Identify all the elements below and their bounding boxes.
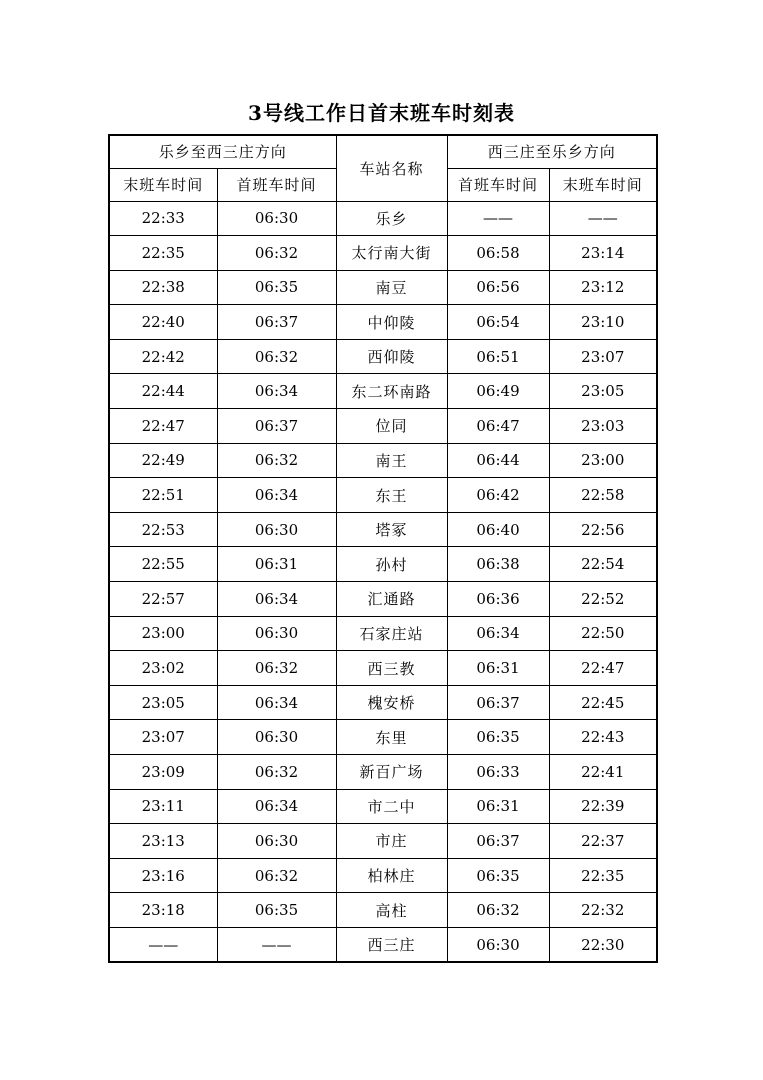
a-first-train-cell: 06:32 bbox=[217, 339, 336, 374]
a-first-train-cell: 06:35 bbox=[217, 270, 336, 305]
b-last-train-cell: 22:30 bbox=[549, 927, 657, 962]
station-name-cell: 孙村 bbox=[336, 547, 447, 582]
a-last-train-cell: 23:18 bbox=[109, 893, 217, 928]
table-row bbox=[109, 893, 657, 928]
a-first-train-cell: 06:32 bbox=[217, 236, 336, 271]
station-name-cell: 槐安桥 bbox=[336, 685, 447, 720]
b-first-train-cell: 06:44 bbox=[447, 443, 549, 478]
station-name-cell: 市庄 bbox=[336, 824, 447, 859]
timetable bbox=[108, 134, 658, 963]
station-name-cell: 位同 bbox=[336, 409, 447, 444]
b-first-train-cell: 06:42 bbox=[447, 478, 549, 513]
table-row bbox=[109, 374, 657, 409]
a-first-train-cell: 06:30 bbox=[217, 720, 336, 755]
a-first-train-cell: 06:32 bbox=[217, 651, 336, 686]
station-name-cell: 中仰陵 bbox=[336, 305, 447, 340]
station-name-cell: 西三教 bbox=[336, 651, 447, 686]
a-last-train-cell: 22:55 bbox=[109, 547, 217, 582]
b-first-train-cell: 06:38 bbox=[447, 547, 549, 582]
b-first-train-cell: 06:30 bbox=[447, 927, 549, 962]
table-row bbox=[109, 685, 657, 720]
b-first-train-cell: 06:32 bbox=[447, 893, 549, 928]
a-first-train-cell: 06:32 bbox=[217, 755, 336, 790]
b-last-train-cell: 22:35 bbox=[549, 858, 657, 893]
a-first-train-cell: 06:34 bbox=[217, 789, 336, 824]
a-last-train-cell: 23:07 bbox=[109, 720, 217, 755]
table-row bbox=[109, 824, 657, 859]
a-first-train-cell: 06:30 bbox=[217, 824, 336, 859]
a-last-train-cell: 22:38 bbox=[109, 270, 217, 305]
b-last-train-cell: 22:52 bbox=[549, 582, 657, 617]
a-last-train-cell: 22:40 bbox=[109, 305, 217, 340]
station-name-cell: 东二环南路 bbox=[336, 374, 447, 409]
b-first-train-cell: 06:36 bbox=[447, 582, 549, 617]
a-last-train-cell: 22:33 bbox=[109, 201, 217, 236]
station-name-cell: 西仰陵 bbox=[336, 339, 447, 374]
station-name-cell: 高柱 bbox=[336, 893, 447, 928]
b-first-train-cell: 06:33 bbox=[447, 755, 549, 790]
station-name-cell: 南王 bbox=[336, 443, 447, 478]
table-row bbox=[109, 547, 657, 582]
a-first-train-cell: 06:34 bbox=[217, 685, 336, 720]
direction-b-header: 西三庄至乐乡方向 bbox=[447, 135, 657, 168]
a-first-train-cell: —— bbox=[217, 927, 336, 962]
a-last-train-cell: 22:47 bbox=[109, 409, 217, 444]
b-first-train-cell: 06:35 bbox=[447, 858, 549, 893]
b-last-train-cell: 23:07 bbox=[549, 339, 657, 374]
a-first-train-cell: 06:32 bbox=[217, 858, 336, 893]
table-row bbox=[109, 201, 657, 236]
a-first-train-cell: 06:31 bbox=[217, 547, 336, 582]
a-last-train-cell: 22:42 bbox=[109, 339, 217, 374]
table-row bbox=[109, 789, 657, 824]
b-last-train-cell: 23:03 bbox=[549, 409, 657, 444]
b-first-train-cell: 06:47 bbox=[447, 409, 549, 444]
table-row bbox=[109, 478, 657, 513]
a-last-train-cell: 22:57 bbox=[109, 582, 217, 617]
b-first-train-cell: 06:31 bbox=[447, 789, 549, 824]
a-first-train-cell: 06:30 bbox=[217, 201, 336, 236]
b-last-train-cell: 23:00 bbox=[549, 443, 657, 478]
table-row bbox=[109, 305, 657, 340]
a-first-train-cell: 06:30 bbox=[217, 512, 336, 547]
b-first-train-cell: 06:40 bbox=[447, 512, 549, 547]
b-last-train-cell: 22:41 bbox=[549, 755, 657, 790]
b-last-train-cell: 22:50 bbox=[549, 616, 657, 651]
table-row bbox=[109, 270, 657, 305]
b-last-train-cell: 23:05 bbox=[549, 374, 657, 409]
a-first-train-cell: 06:37 bbox=[217, 409, 336, 444]
table-row bbox=[109, 512, 657, 547]
direction-a-header: 乐乡至西三庄方向 bbox=[109, 135, 336, 168]
timetable-header bbox=[109, 135, 657, 201]
b-first-train-cell: 06:37 bbox=[447, 824, 549, 859]
a-last-train-cell: 23:00 bbox=[109, 616, 217, 651]
a-first-train-header: 首班车时间 bbox=[217, 168, 336, 201]
station-name-header: 车站名称 bbox=[336, 135, 447, 201]
a-last-train-cell: 23:05 bbox=[109, 685, 217, 720]
b-last-train-cell: 22:47 bbox=[549, 651, 657, 686]
station-name-cell: 市二中 bbox=[336, 789, 447, 824]
b-last-train-cell: 23:14 bbox=[549, 236, 657, 271]
a-last-train-cell: 22:49 bbox=[109, 443, 217, 478]
table-row bbox=[109, 236, 657, 271]
table-row bbox=[109, 858, 657, 893]
a-last-train-cell: —— bbox=[109, 927, 217, 962]
timetable-body bbox=[109, 201, 657, 962]
station-name-cell: 石家庄站 bbox=[336, 616, 447, 651]
a-last-train-cell: 23:11 bbox=[109, 789, 217, 824]
table-row bbox=[109, 651, 657, 686]
station-name-cell: 乐乡 bbox=[336, 201, 447, 236]
b-last-train-cell: 22:58 bbox=[549, 478, 657, 513]
b-last-train-cell: 22:37 bbox=[549, 824, 657, 859]
b-last-train-header: 末班车时间 bbox=[549, 168, 657, 201]
b-first-train-cell: —— bbox=[447, 201, 549, 236]
b-last-train-cell: 22:45 bbox=[549, 685, 657, 720]
a-first-train-cell: 06:35 bbox=[217, 893, 336, 928]
b-last-train-cell: —— bbox=[549, 201, 657, 236]
station-name-cell: 南豆 bbox=[336, 270, 447, 305]
b-first-train-cell: 06:56 bbox=[447, 270, 549, 305]
table-row bbox=[109, 443, 657, 478]
b-last-train-cell: 22:39 bbox=[549, 789, 657, 824]
b-first-train-cell: 06:58 bbox=[447, 236, 549, 271]
a-last-train-cell: 22:53 bbox=[109, 512, 217, 547]
b-last-train-cell: 22:56 bbox=[549, 512, 657, 547]
table-row bbox=[109, 409, 657, 444]
a-first-train-cell: 06:32 bbox=[217, 443, 336, 478]
station-name-cell: 太行南大街 bbox=[336, 236, 447, 271]
station-name-cell: 塔冢 bbox=[336, 512, 447, 547]
table-row bbox=[109, 616, 657, 651]
b-last-train-cell: 23:12 bbox=[549, 270, 657, 305]
station-name-cell: 新百广场 bbox=[336, 755, 447, 790]
table-row bbox=[109, 339, 657, 374]
b-first-train-cell: 06:51 bbox=[447, 339, 549, 374]
b-last-train-cell: 22:32 bbox=[549, 893, 657, 928]
a-first-train-cell: 06:30 bbox=[217, 616, 336, 651]
b-first-train-cell: 06:54 bbox=[447, 305, 549, 340]
a-last-train-cell: 22:35 bbox=[109, 236, 217, 271]
b-last-train-cell: 22:43 bbox=[549, 720, 657, 755]
b-last-train-cell: 23:10 bbox=[549, 305, 657, 340]
b-first-train-cell: 06:49 bbox=[447, 374, 549, 409]
b-first-train-cell: 06:35 bbox=[447, 720, 549, 755]
a-last-train-cell: 23:09 bbox=[109, 755, 217, 790]
a-last-train-cell: 23:02 bbox=[109, 651, 217, 686]
a-first-train-cell: 06:34 bbox=[217, 478, 336, 513]
station-name-cell: 西三庄 bbox=[336, 927, 447, 962]
b-first-train-header: 首班车时间 bbox=[447, 168, 549, 201]
b-first-train-cell: 06:34 bbox=[447, 616, 549, 651]
table-row bbox=[109, 720, 657, 755]
table-row bbox=[109, 582, 657, 617]
station-name-cell: 东里 bbox=[336, 720, 447, 755]
a-last-train-header: 末班车时间 bbox=[109, 168, 217, 201]
station-name-cell: 汇通路 bbox=[336, 582, 447, 617]
a-first-train-cell: 06:37 bbox=[217, 305, 336, 340]
a-last-train-cell: 23:16 bbox=[109, 858, 217, 893]
b-first-train-cell: 06:31 bbox=[447, 651, 549, 686]
a-first-train-cell: 06:34 bbox=[217, 374, 336, 409]
b-last-train-cell: 22:54 bbox=[549, 547, 657, 582]
table-row bbox=[109, 755, 657, 790]
a-last-train-cell: 22:51 bbox=[109, 478, 217, 513]
station-name-cell: 柏林庄 bbox=[336, 858, 447, 893]
b-first-train-cell: 06:37 bbox=[447, 685, 549, 720]
a-first-train-cell: 06:34 bbox=[217, 582, 336, 617]
table-row bbox=[109, 927, 657, 962]
page-title: 3号线工作日首末班车时刻表 bbox=[248, 101, 515, 125]
a-last-train-cell: 23:13 bbox=[109, 824, 217, 859]
station-name-cell: 东王 bbox=[336, 478, 447, 513]
a-last-train-cell: 22:44 bbox=[109, 374, 217, 409]
